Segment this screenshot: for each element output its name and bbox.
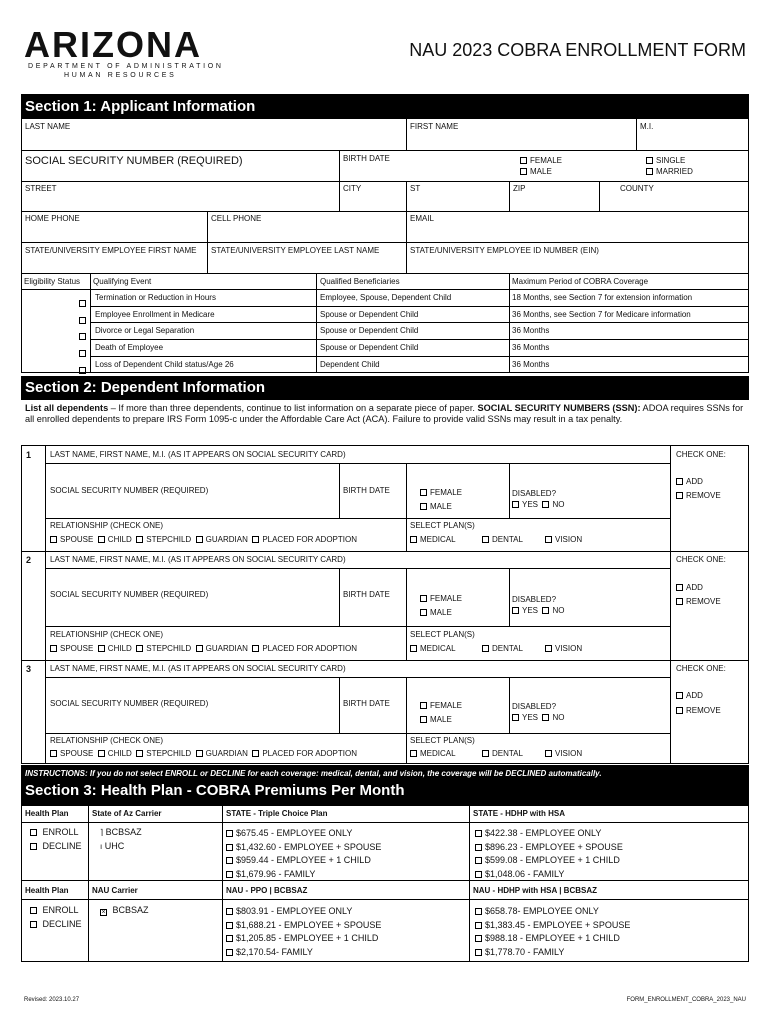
elig-event: Termination or Reduction in Hours (95, 293, 216, 302)
plan-dental-checkbox[interactable]: DENTAL (482, 749, 523, 758)
elig-event: Death of Employee (95, 343, 164, 352)
zip-label: ZIP (513, 184, 526, 193)
relationship-options[interactable]: SPOUSE CHILD STEPCHILD GUARDIAN PLACED FOR ADOPTION (50, 749, 357, 758)
rate-option[interactable]: $1,432.60 - EMPLOYEE + SPOUSE (226, 841, 381, 855)
rate-option[interactable]: $2,170.54- FAMILY (226, 946, 381, 960)
last-name-label: LAST NAME (25, 122, 71, 131)
arizona-logo: ARIZONA (24, 24, 202, 65)
plan-medical-checkbox[interactable]: MEDICAL (410, 644, 456, 653)
th-state-carrier: State of Az Carrier (92, 809, 162, 818)
nau-hdhp-rates (475, 905, 630, 959)
rate-option[interactable]: $896.23 - EMPLOYEE + SPOUSE (475, 841, 623, 855)
instructions: INSTRUCTIONS: If you do not select ENROLL or DECLINE for each coverage: medical, dental, and vision, the coverage will be DECLINED automatically. (25, 769, 602, 778)
add-checkbox[interactable]: ADD (676, 583, 703, 592)
elig-event: Employee Enrollment in Medicare (95, 310, 215, 319)
elig-benef: Spouse or Dependent Child (320, 310, 419, 319)
street-label: STREET (25, 184, 57, 193)
check-one-label: CHECK ONE: (676, 450, 726, 459)
home-phone-label: HOME PHONE (25, 214, 80, 223)
plan-vision-checkbox[interactable]: VISION (545, 749, 582, 758)
disabled-yes-no[interactable]: YES NO (512, 713, 564, 722)
decline-checkbox[interactable]: DECLINE (30, 841, 82, 851)
dep-male-checkbox[interactable]: MALE (420, 502, 452, 511)
rate-option[interactable]: $1,205.85 - EMPLOYEE + 1 CHILD (226, 932, 381, 946)
decline-checkbox[interactable]: DECLINE (30, 919, 82, 929)
elig-header-period: Maximum Period of COBRA Coverage (512, 277, 649, 286)
rate-option[interactable]: $959.44 - EMPLOYEE + 1 CHILD (226, 854, 381, 868)
dep-name-label: LAST NAME, FIRST NAME, M.I. (AS IT APPEARS ON SOCIAL SECURITY CARD) (50, 450, 346, 459)
disabled-label: DISABLED? (512, 489, 557, 498)
elig-header-event: Qualifying Event (93, 277, 152, 286)
last-name-field[interactable] (22, 130, 405, 149)
married-checkbox[interactable]: MARRIED (646, 167, 693, 176)
add-checkbox[interactable]: ADD (676, 691, 703, 700)
dependent-number: 3 (26, 664, 32, 674)
elig-period: 36 Months (512, 360, 550, 369)
select-plans-label: SELECT PLAN(S) (410, 521, 475, 530)
female-checkbox[interactable]: FEMALE (520, 156, 562, 165)
elig-header-beneficiaries: Qualified Beneficiaries (320, 277, 400, 286)
mi-field[interactable] (637, 130, 748, 149)
check-one-label: CHECK ONE: (676, 664, 726, 673)
rate-option[interactable]: $988.18 - EMPLOYEE + 1 CHILD (475, 932, 630, 946)
relationship-options[interactable]: SPOUSE CHILD STEPCHILD GUARDIAN PLACED FOR ADOPTION (50, 535, 357, 544)
dep-birth-label: BIRTH DATE (343, 486, 390, 495)
elig-checkbox-4[interactable] (79, 343, 89, 361)
rate-option[interactable]: $1,778.70 - FAMILY (475, 946, 630, 960)
dep-birth-label: BIRTH DATE (343, 590, 390, 599)
elig-period: 36 Months, see Section 7 for Medicare information (512, 310, 691, 319)
dep-female-checkbox[interactable]: FEMALE (420, 488, 462, 497)
remove-checkbox[interactable]: REMOVE (676, 706, 721, 715)
emp-id-label: STATE/UNIVERSITY EMPLOYEE ID NUMBER (EIN) (410, 246, 599, 255)
elig-benef: Spouse or Dependent Child (320, 343, 419, 352)
form-id: FORM_ENROLLMENT_COBRA_2023_NAU (626, 997, 746, 1003)
dependent-number: 1 (26, 450, 32, 460)
city-label: CITY (343, 184, 362, 193)
dep-female-checkbox[interactable]: FEMALE (420, 594, 462, 603)
dep-male-checkbox[interactable]: MALE (420, 715, 452, 724)
first-name-field[interactable] (407, 130, 635, 149)
plan-dental-checkbox[interactable]: DENTAL (482, 535, 523, 544)
email-label: EMAIL (410, 214, 435, 223)
dep-name-label: LAST NAME, FIRST NAME, M.I. (AS IT APPEARS ON SOCIAL SECURITY CARD) (50, 664, 346, 673)
triple-choice-rates (226, 827, 381, 881)
relationship-label: RELATIONSHIP (CHECK ONE) (50, 521, 164, 530)
th-nau-ppo: NAU - PPO | BCBSAZ (226, 886, 308, 895)
elig-period: 18 Months, see Section 7 for extension information (512, 293, 693, 302)
dep-ssn-label: SOCIAL SECURITY NUMBER (REQUIRED) (50, 699, 209, 708)
plan-dental-checkbox[interactable]: DENTAL (482, 644, 523, 653)
birth-date-label: BIRTH DATE (343, 154, 390, 163)
elig-checkbox-3[interactable] (79, 326, 89, 344)
cell-phone-label: CELL PHONE (211, 214, 262, 223)
section3-title: Section 3: Health Plan - COBRA Premiums Per Month (25, 782, 405, 799)
th-health-plan: Health Plan (25, 809, 69, 818)
dep-female-checkbox[interactable]: FEMALE (420, 701, 462, 710)
plan-vision-checkbox[interactable]: VISION (545, 644, 582, 653)
first-name-label: FIRST NAME (410, 122, 459, 131)
male-checkbox[interactable]: MALE (520, 167, 552, 176)
plan-medical-checkbox[interactable]: MEDICAL (410, 749, 456, 758)
dep-ssn-label: SOCIAL SECURITY NUMBER (REQUIRED) (50, 486, 209, 495)
enroll-checkbox[interactable]: ENROLL (30, 905, 79, 915)
ssn-label: SOCIAL SECURITY NUMBER (REQUIRED) (25, 155, 243, 167)
th-hdhp: STATE - HDHP with HSA (473, 809, 565, 818)
plan-vision-checkbox[interactable]: VISION (545, 535, 582, 544)
emp-first-name-label: STATE/UNIVERSITY EMPLOYEE FIRST NAME (25, 246, 197, 255)
county-label: COUNTY (620, 184, 654, 193)
relationship-options[interactable]: SPOUSE CHILD STEPCHILD GUARDIAN PLACED FOR ADOPTION (50, 644, 357, 653)
relationship-label: RELATIONSHIP (CHECK ONE) (50, 736, 164, 745)
rate-option[interactable]: $1,048.06 - FAMILY (475, 868, 623, 882)
th-health-plan-2: Health Plan (25, 886, 69, 895)
form-title: NAU 2023 COBRA ENROLLMENT FORM (409, 40, 746, 60)
th-nau-carrier: NAU Carrier (92, 886, 138, 895)
rate-option[interactable]: $1,383.45 - EMPLOYEE + SPOUSE (475, 919, 630, 933)
hdhp-rates (475, 827, 623, 881)
emp-last-name-label: STATE/UNIVERSITY EMPLOYEE LAST NAME (211, 246, 380, 255)
rate-option[interactable]: $599.08 - EMPLOYEE + 1 CHILD (475, 854, 623, 868)
mi-label: M.I. (640, 122, 654, 131)
carrier-bcbsaz-checked[interactable]: × BCBSAZ (101, 905, 149, 916)
th-triple-choice: STATE - Triple Choice Plan (226, 809, 328, 818)
plan-medical-checkbox[interactable]: MEDICAL (410, 535, 456, 544)
elig-header-status: Eligibility Status (24, 277, 81, 286)
elig-benef: Dependent Child (320, 360, 380, 369)
rate-option[interactable]: $1,688.21 - EMPLOYEE + SPOUSE (226, 919, 381, 933)
select-plans-label: SELECT PLAN(S) (410, 736, 475, 745)
disabled-yes-no[interactable]: YES NO (512, 606, 564, 615)
relationship-label: RELATIONSHIP (CHECK ONE) (50, 630, 164, 639)
remove-checkbox[interactable]: REMOVE (676, 597, 721, 606)
remove-checkbox[interactable]: REMOVE (676, 491, 721, 500)
disabled-label: DISABLED? (512, 702, 557, 711)
rate-option[interactable]: $675.45 - EMPLOYEE ONLY (226, 827, 381, 841)
state-label: ST (410, 184, 421, 193)
dependents-intro: List all dependents – If more than three dependents, continue to list information on a separate piece of paper. SOCIAL SECURITY NUMBERS (SSN): ADOA requires SSNs for all enrolled dependents to prepare IRS Form 1095-c under the Affordable Care Act (ACA). Failure to provide valid SSNs may result in a tax penalty. (25, 403, 744, 424)
disabled-label: DISABLED? (512, 595, 557, 604)
enroll-checkbox[interactable]: ENROLL (30, 827, 79, 837)
dep-birth-label: BIRTH DATE (343, 699, 390, 708)
revised-date: Revised: 2023.10.27 (24, 997, 80, 1003)
elig-period: 36 Months (512, 326, 550, 335)
rate-option[interactable]: $803.91 - EMPLOYEE ONLY (226, 905, 381, 919)
elig-event: Loss of Dependent Child status/Age 26 (95, 360, 234, 369)
rate-option[interactable]: $1,679.96 - FAMILY (226, 868, 381, 882)
section2-title: Section 2: Dependent Information (21, 376, 749, 400)
logo-subtitle: DEPARTMENT OF ADMINISTRATION HUMAN RESOURCES (28, 63, 224, 79)
elig-period: 36 Months (512, 343, 550, 352)
dependent-number: 2 (26, 555, 32, 565)
section1-title: Section 1: Applicant Information (21, 94, 749, 118)
carrier-uhc-option[interactable]: ı UHC (100, 841, 125, 851)
select-plans-label: SELECT PLAN(S) (410, 630, 475, 639)
check-one-label: CHECK ONE: (676, 555, 726, 564)
elig-benef: Spouse or Dependent Child (320, 326, 419, 335)
elig-checkbox-1[interactable] (79, 293, 89, 311)
elig-event: Divorce or Legal Separation (95, 326, 195, 335)
single-checkbox[interactable]: SINGLE (646, 156, 685, 165)
add-checkbox[interactable]: ADD (676, 477, 703, 486)
carrier-bcbsaz-option[interactable]: ⌉ BCBSAZ (100, 827, 142, 837)
dep-name-label: LAST NAME, FIRST NAME, M.I. (AS IT APPEARS ON SOCIAL SECURITY CARD) (50, 555, 346, 564)
elig-benef: Employee, Spouse, Dependent Child (320, 293, 452, 302)
th-nau-hdhp: NAU - HDHP with HSA | BCBSAZ (473, 886, 598, 895)
rate-option[interactable]: $658.78- EMPLOYEE ONLY (475, 905, 630, 919)
rate-option[interactable]: $422.38 - EMPLOYEE ONLY (475, 827, 623, 841)
disabled-yes-no[interactable]: YES NO (512, 500, 564, 509)
dep-male-checkbox[interactable]: MALE (420, 608, 452, 617)
dep-ssn-label: SOCIAL SECURITY NUMBER (REQUIRED) (50, 590, 209, 599)
ppo-rates (226, 905, 381, 959)
